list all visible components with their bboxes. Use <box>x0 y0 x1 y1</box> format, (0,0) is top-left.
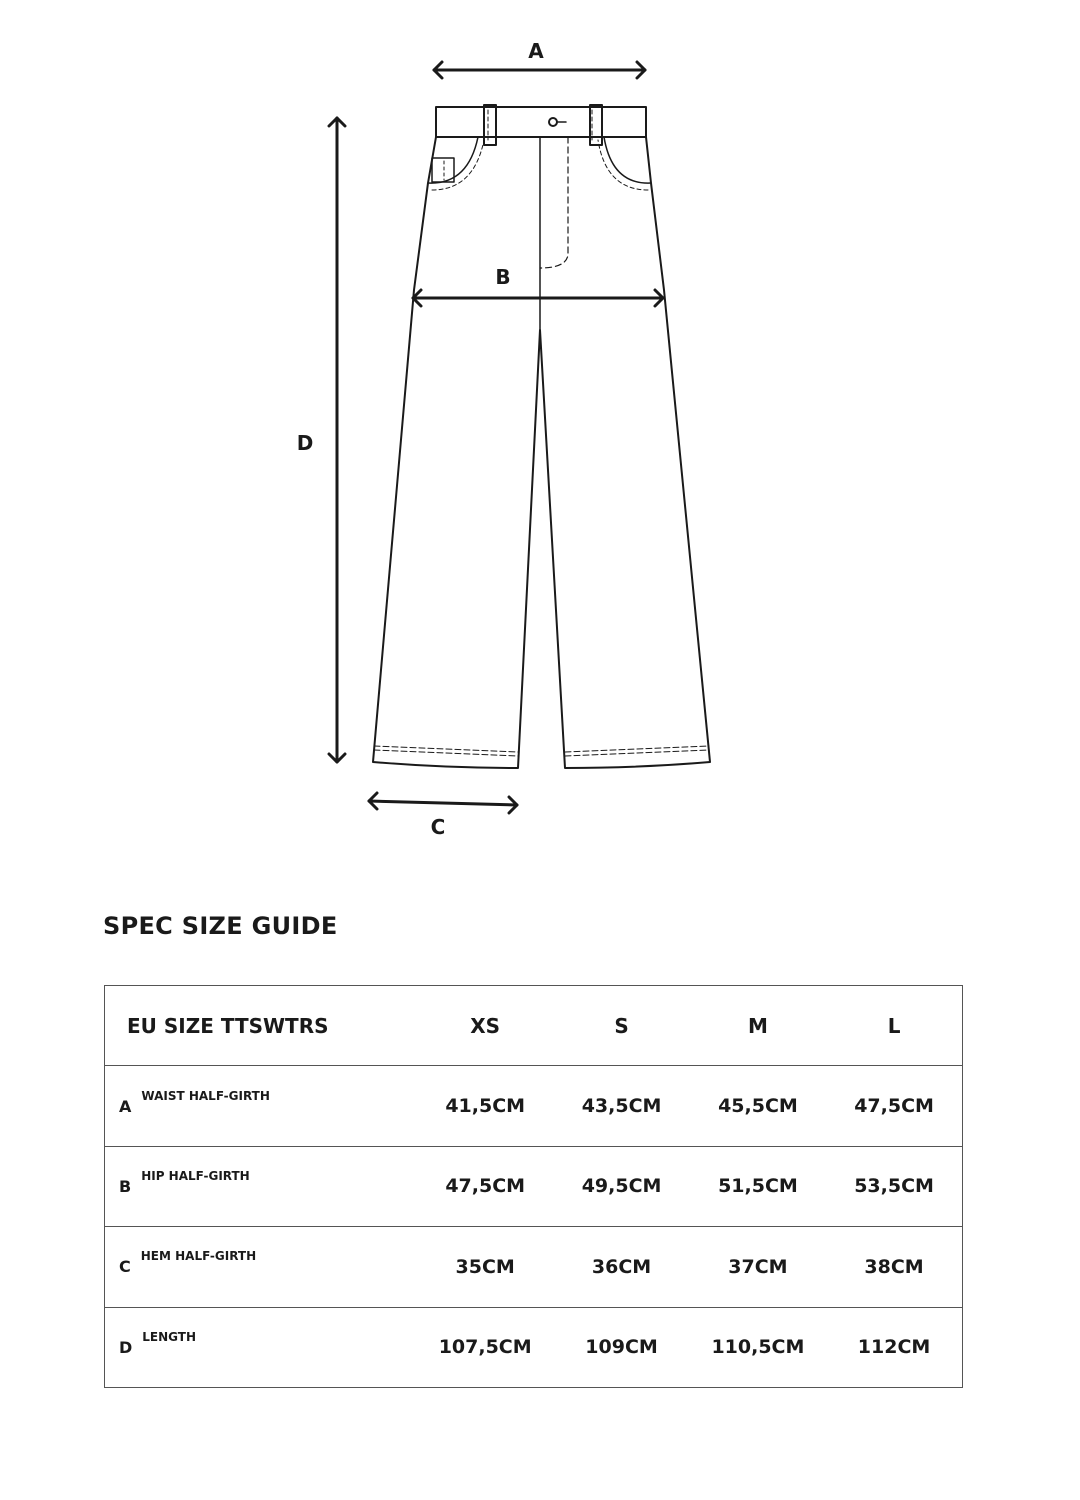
label-c: C <box>430 815 446 839</box>
table-header-row <box>105 986 963 1066</box>
label-a: A <box>528 39 544 63</box>
measurement-label <box>105 1146 418 1226</box>
size-head-l: L <box>826 986 962 1066</box>
arrow-b <box>413 290 663 306</box>
table-row <box>105 1146 963 1226</box>
measurement-letter: A <box>119 1096 132 1116</box>
value-cell: 43,5CM <box>553 1066 689 1146</box>
table-row <box>105 1227 963 1307</box>
trousers-outline <box>373 137 710 768</box>
label-d: D <box>296 431 314 455</box>
value-cell: 112CM <box>826 1307 962 1387</box>
pocket-right <box>604 137 651 183</box>
value-cell: 110,5CM <box>690 1307 826 1387</box>
value-cell: 53,5CM <box>826 1146 962 1226</box>
value-cell: 38CM <box>826 1227 962 1307</box>
measurement-label <box>105 1307 418 1387</box>
value-cell: 47,5CM <box>417 1146 553 1226</box>
value-cell: 109CM <box>553 1307 689 1387</box>
measurement-label <box>105 1227 418 1307</box>
label-b: B <box>495 265 511 289</box>
belt-loop-left <box>484 105 496 145</box>
measurement-letter: B <box>119 1176 132 1196</box>
value-cell: 35CM <box>417 1227 553 1307</box>
value-cell: 107,5CM <box>417 1307 553 1387</box>
measurement-name: LENGTH <box>142 1329 197 1344</box>
table-row <box>105 1307 963 1387</box>
value-cell: 47,5CM <box>826 1066 962 1146</box>
table-header-label: EU SIZE TTSWTRS <box>105 986 418 1066</box>
measurement-name: WAIST HALF-GIRTH <box>141 1088 270 1103</box>
measurement-label <box>105 1066 418 1146</box>
value-cell: 37CM <box>690 1227 826 1307</box>
arrow-d <box>329 118 345 762</box>
size-head-s: S <box>553 986 689 1066</box>
measurement-letter: D <box>119 1337 133 1357</box>
value-cell: 51,5CM <box>690 1146 826 1226</box>
size-table <box>104 985 963 1388</box>
arrow-a <box>434 62 645 78</box>
table-row <box>105 1066 963 1146</box>
value-cell: 36CM <box>553 1227 689 1307</box>
value-cell: 45,5CM <box>690 1066 826 1146</box>
value-cell: 49,5CM <box>553 1146 689 1226</box>
size-head-xs: XS <box>417 986 553 1066</box>
button-icon <box>549 118 557 126</box>
size-head-m: M <box>690 986 826 1066</box>
arrow-c <box>369 793 517 813</box>
measurement-letter: C <box>119 1257 131 1277</box>
waistband <box>436 107 646 137</box>
measurement-name: HIP HALF-GIRTH <box>141 1168 250 1183</box>
size-guide-title: SPEC SIZE GUIDE <box>103 912 338 940</box>
value-cell: 41,5CM <box>417 1066 553 1146</box>
measurement-name: HEM HALF-GIRTH <box>140 1249 257 1264</box>
